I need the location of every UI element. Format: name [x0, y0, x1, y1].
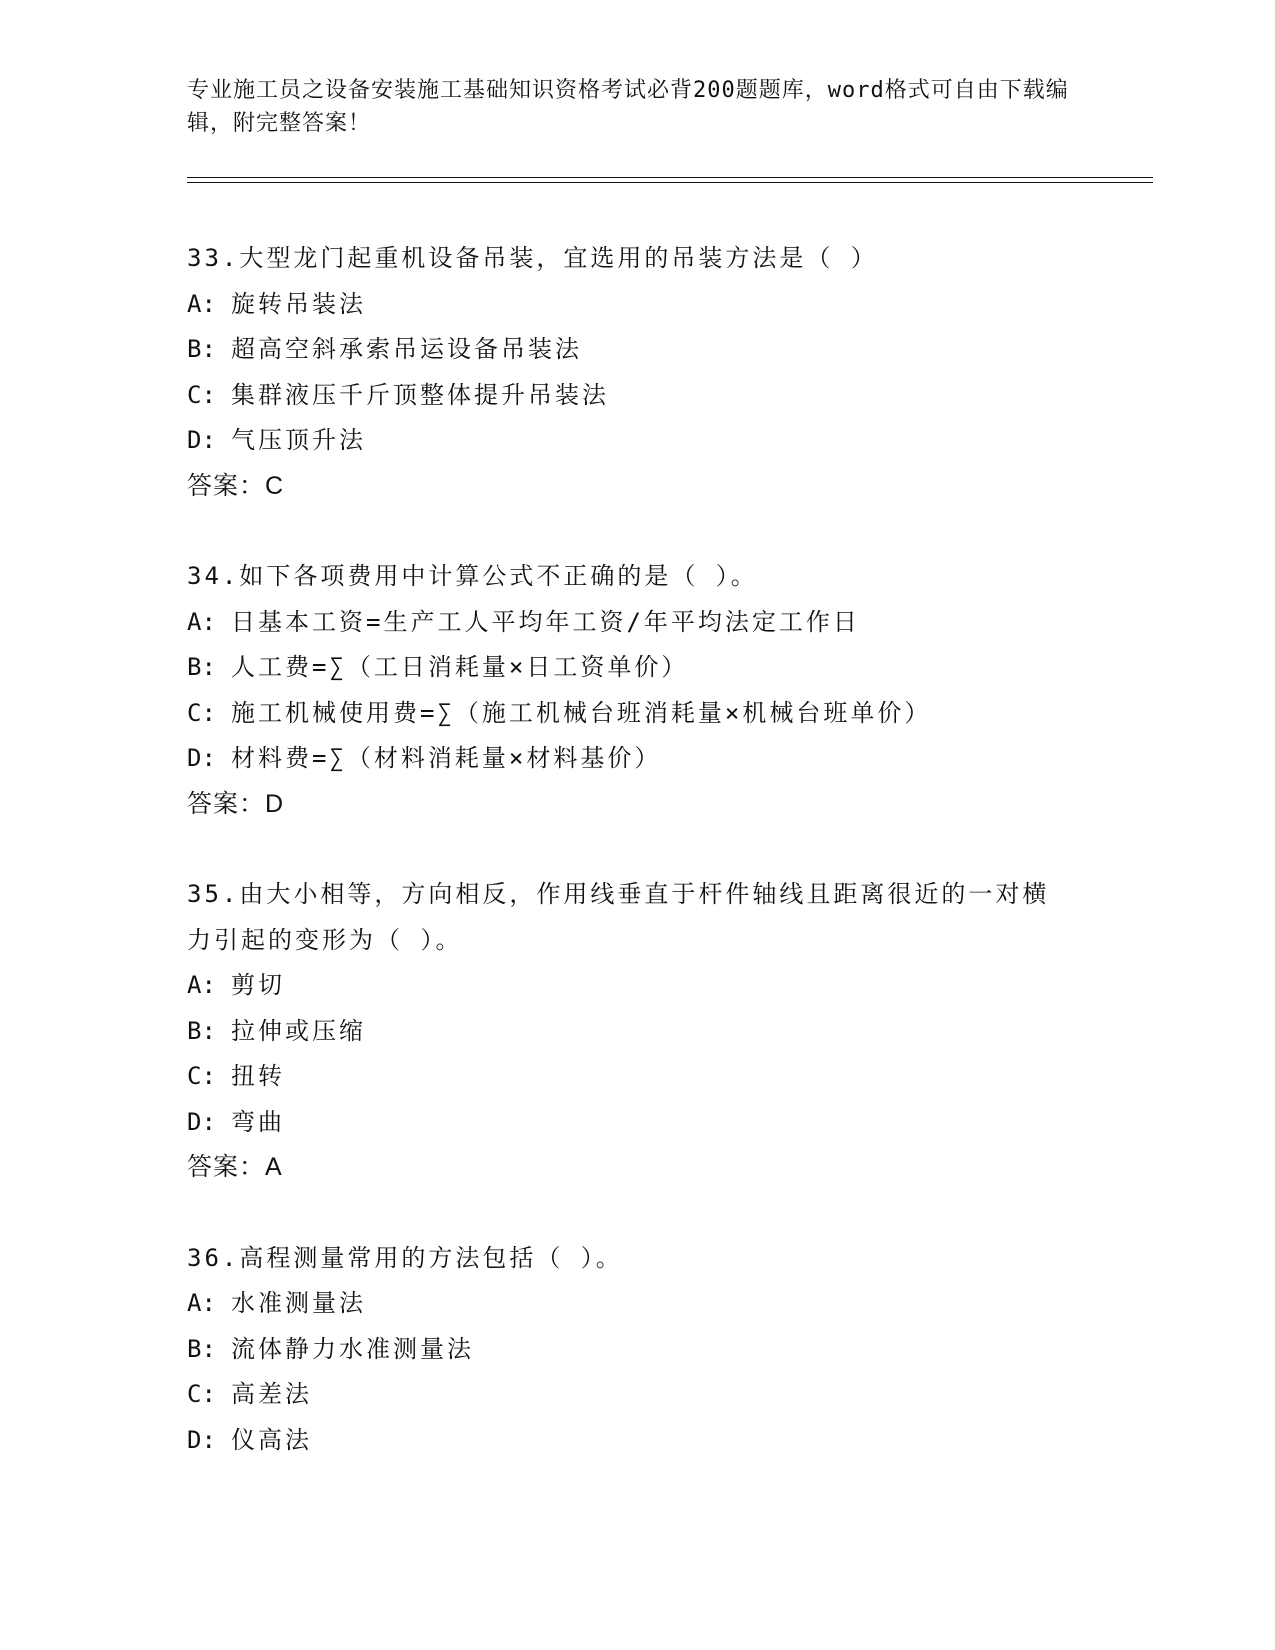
option-key: B: [187, 335, 216, 363]
option-key: C: [187, 1380, 216, 1408]
option-a [187, 600, 1153, 646]
option-d [187, 1418, 1153, 1464]
question-text: 35.由大小相等，方向相反，作用线垂直于杆件轴线且距离很近的一对横力引起的变形为（ ）。 [187, 880, 1050, 954]
option-key: C: [187, 1062, 216, 1090]
option-text: 气压顶升法 [231, 426, 366, 454]
option-c [187, 691, 1153, 737]
question-list [187, 236, 1153, 1508]
option-key: C: [187, 380, 216, 409]
option-text: 集群液压千斤顶整体提升吊装法 [231, 380, 609, 409]
header-rule-bottom [187, 182, 1153, 183]
header-rule-top [187, 177, 1153, 178]
option-key: B: [187, 653, 216, 681]
answer-line: 答案：A [187, 1153, 283, 1181]
option-d [187, 418, 1153, 464]
option-c [187, 1054, 1153, 1100]
option-key: D: [187, 744, 216, 772]
option-text: 扭转 [231, 1062, 285, 1090]
option-a [187, 282, 1153, 328]
document-header: 专业施工员之设备安装施工基础知识资格考试必背200题题库，word格式可自由下载编辑，附完整答案！ [187, 78, 1069, 136]
option-d [187, 1100, 1153, 1146]
option-d [187, 736, 1153, 782]
option-key: D: [187, 1425, 216, 1454]
question-34 [187, 554, 1153, 827]
question-text: 36.高程测量常用的方法包括（ ）。 [187, 1243, 623, 1272]
answer-line: 答案：D [187, 789, 285, 818]
question-text: 34.如下各项费用中计算公式不正确的是（ ）。 [187, 562, 758, 590]
option-b [187, 1009, 1153, 1055]
option-key: B: [187, 1016, 216, 1045]
option-key: D: [187, 1107, 216, 1136]
option-text: 流体静力水准测量法 [231, 1334, 474, 1363]
option-text: 高差法 [231, 1380, 312, 1408]
option-text: 弯曲 [231, 1107, 285, 1136]
option-key: A: [187, 971, 216, 999]
option-c [187, 1372, 1153, 1418]
option-text: 人工费=∑（工日消耗量×日工资单价） [231, 653, 689, 681]
option-b [187, 645, 1153, 691]
option-text: 旋转吊装法 [231, 289, 366, 318]
option-c [187, 373, 1153, 419]
option-text: 仪高法 [231, 1425, 312, 1454]
option-text: 超高空斜承索吊运设备吊装法 [231, 335, 582, 363]
option-b [187, 1327, 1153, 1373]
option-text: 剪切 [231, 971, 285, 999]
answer-line: 答案：C [187, 471, 285, 500]
option-key: D: [187, 426, 216, 454]
option-text: 拉伸或压缩 [231, 1016, 366, 1045]
question-33 [187, 236, 1153, 509]
option-key: A: [187, 1289, 216, 1317]
option-a [187, 1281, 1153, 1327]
question-36 [187, 1236, 1153, 1464]
option-key: A: [187, 607, 216, 636]
option-text: 日基本工资=生产工人平均年工资/年平均法定工作日 [231, 607, 860, 636]
option-b [187, 327, 1153, 373]
option-text: 施工机械使用费=∑（施工机械台班消耗量×机械台班单价） [231, 698, 932, 727]
option-text: 材料费=∑（材料消耗量×材料基价） [231, 744, 662, 772]
question-35 [187, 872, 1153, 1191]
option-key: C: [187, 698, 216, 727]
option-key: A: [187, 289, 216, 318]
option-key: B: [187, 1334, 216, 1363]
option-text: 水准测量法 [231, 1289, 366, 1317]
question-text: 33.大型龙门起重机设备吊装，宜选用的吊装方法是（ ） [187, 244, 878, 272]
option-a [187, 963, 1153, 1009]
